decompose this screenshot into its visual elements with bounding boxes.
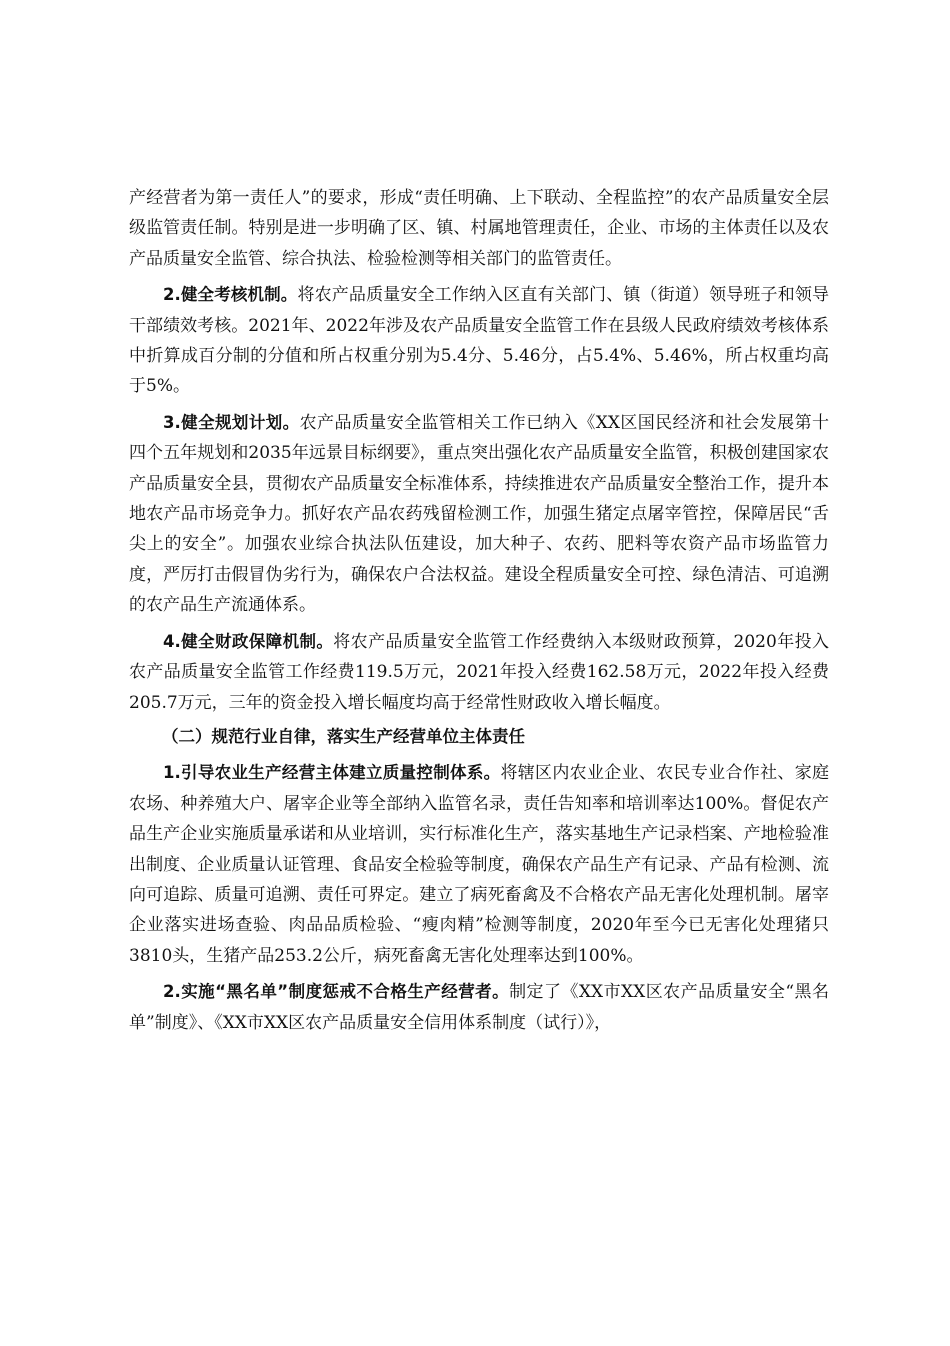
paragraph-body: 农产品质量安全监管相关工作已纳入《XX区国民经济和社会发展第十四个五年规划和2035年远景目标纲要》，重点突出强化农产品质量安全监管，积极创建国家农产品质量安全县，贯彻农产品质量安全标准体系，持续推进农产品质量安全整治工作，提升本地农产品市场竞争力。抓好农产品农药残留检测工作，加强生猪定点屠宰管控，保障居民“舌尖上的安全”。加强农业综合执法队伍建设，加大种子、农药、肥料等农资产品市场监管力度，严厉打击假冒伪劣行为，确保农户合法权益。建设全程质量安全可控、绿色清洁、可追溯的农产品生产流通体系。 <box>129 412 829 616</box>
paragraph-lead: 4.健全财政保障机制。 <box>163 631 334 651</box>
section-heading: （二）规范行业自律，落实生产经营单位主体责任 <box>162 726 525 746</box>
document-page <box>129 183 829 1038</box>
paragraph-body: 产经营者为第一责任人”的要求，形成“责任明确、上下联动、全程监控”的农产品质量安全层级监管责任制。特别是进一步明确了区、镇、村属地管理责任，企业、市场的主体责任以及农产品质量安全监管、综合执法、检验检测等相关部门的监管责任。 <box>129 188 829 269</box>
paragraph-body: 将辖区内农业企业、农民专业合作社、家庭农场、种养殖大户、屠宰企业等全部纳入监管名录，责任告知率和培训率达100%。督促农产品生产企业实施质量承诺和从业培训，实行标准化生产，落实基地生产记录档案、产地检验准出制度、企业质量认证管理、食品安全检验等制度，确保农产品生产有记录、产品有检测、流向可追踪、质量可追溯、责任可界定。建立了病死畜禽及不合格农产品无害化处理机制。屠宰企业落实进场查验、肉品品质检验、“瘦肉精”检测等制度，2020年至今已无害化处理猪只3810头，生猪产品253.2公斤，病死畜禽无害化处理率达到100%。 <box>129 763 830 966</box>
paragraph-blacklist <box>129 977 829 1038</box>
paragraph-lead: 2.实施“黑名单”制度惩戒不合格生产经营者。 <box>163 982 510 1002</box>
paragraph-responsibility-continuation <box>129 183 829 274</box>
paragraph-body: 将农产品质量安全工作纳入区直有关部门、镇（街道）领导班子和领导干部绩效考核。2021年、2022年涉及农产品质量安全监管工作在县级人民政府绩效考核体系中折算成百分制的分值和所占权重分别为5.4分、5.46分，占5.4%、5.46%，所占权重均高于5%。 <box>129 285 830 397</box>
paragraph-lead: 2.健全考核机制。 <box>163 285 298 305</box>
paragraph-assessment-mechanism <box>129 280 829 402</box>
paragraph-planning <box>129 408 829 621</box>
paragraph-lead: 1.引导农业生产经营主体建立质量控制体系。 <box>163 763 501 783</box>
paragraph-body: 制定了《XX市XX区农产品质量安全“黑名单”制度》、《XX市XX区农产品质量安全信用体系制度（试行）》， <box>129 982 830 1033</box>
paragraph-body: 将农产品质量安全监管工作经费纳入本级财政预算，2020年投入农产品质量安全监管工作经费119.5万元，2021年投入经费162.58万元，2022年投入经费205.7万元，三年的资金投入增长幅度均高于经常性财政收入增长幅度。 <box>129 631 830 713</box>
paragraph-quality-control-system <box>129 758 829 971</box>
paragraph-lead: 3.健全规划计划。 <box>163 412 300 432</box>
paragraph-fiscal-guarantee <box>129 627 829 718</box>
